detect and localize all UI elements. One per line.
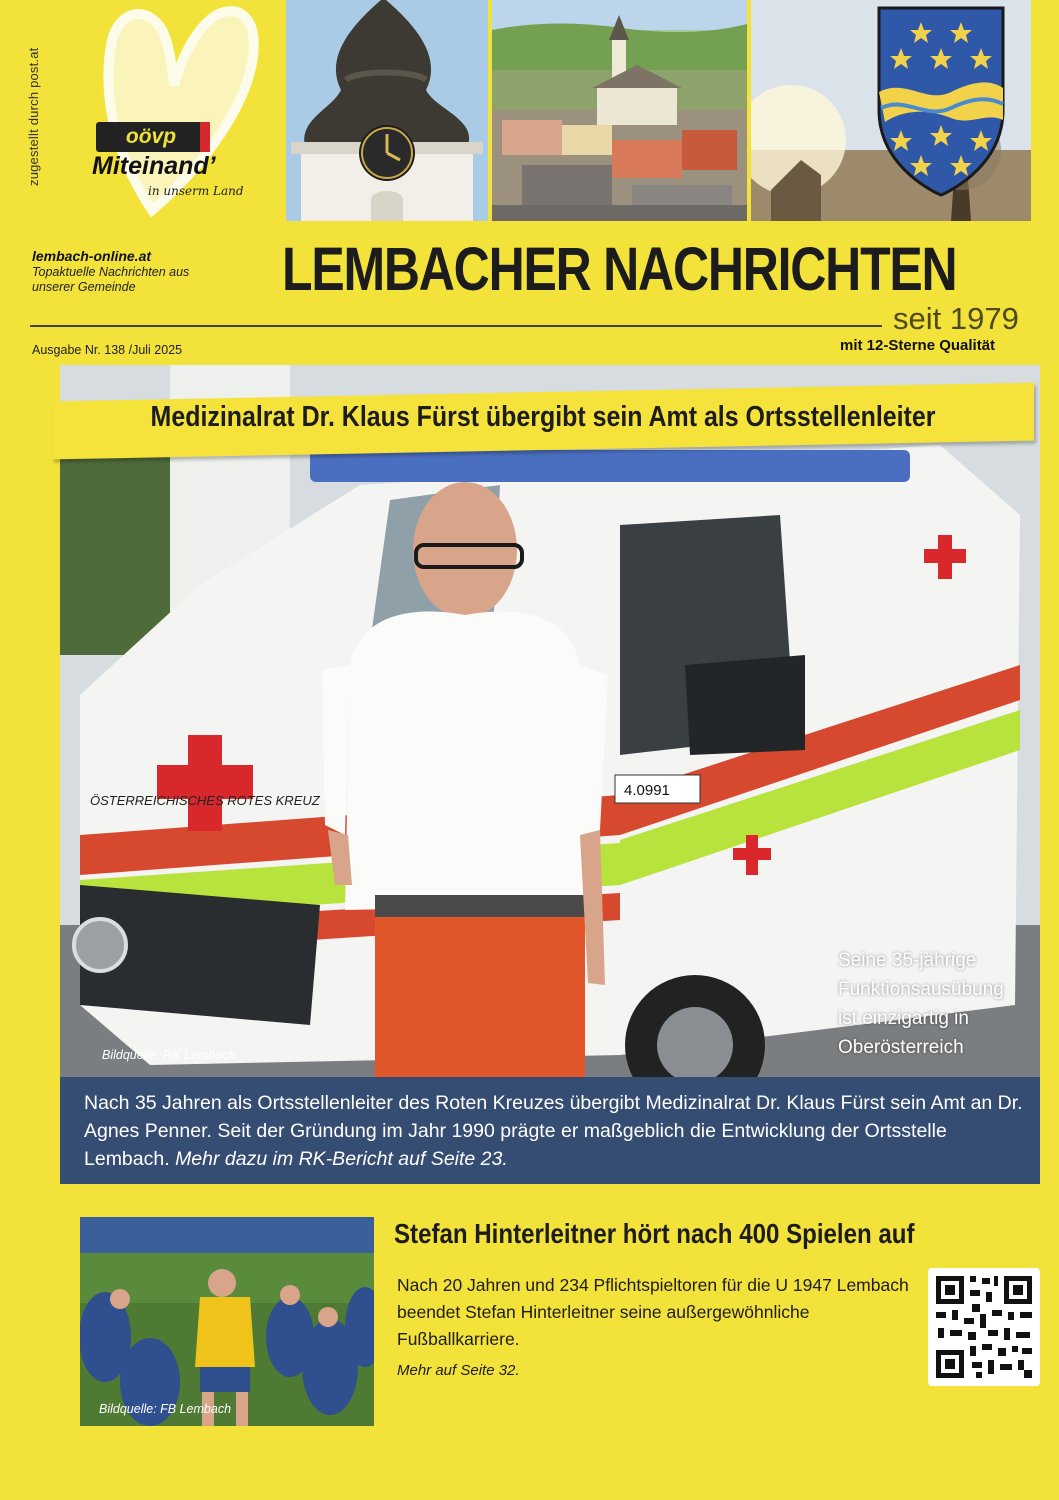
feature-lead [84,1089,1034,1173]
issue-number: Ausgabe Nr. 138 /Juli 2025 [32,343,183,357]
story2-read-more[interactable]: Mehr auf Seite 32. [397,1362,520,1379]
logo-badge-flag [200,122,210,152]
football-farewell-photo [80,1217,374,1426]
coat-of-arms-photo [751,0,1031,221]
feature-read-more[interactable]: Mehr dazu im RK-Bericht auf Seite 23. [175,1148,508,1170]
newspaper-title: LEMBACHER NACHRICHTEN [282,235,957,303]
vehicle-number: 4.0991 [624,782,670,799]
story2-body: Nach 20 Jahren und 234 Pflichtspieltoren für die U 1947 Lembach beendet Stefan Hinterleitner seine außergewöhnliche Fußballkarriere. [397,1275,909,1349]
story2-headline[interactable]: Stefan Hinterleitner hört nach 400 Spielen auf [394,1218,915,1249]
masthead-divider [30,325,882,327]
town-illustration [492,0,747,221]
church-tower-photo [286,0,488,221]
logo-badge: oövp [96,122,206,152]
site-tagline: Topaktuelle Nachrichten aus unserer Gemeinde [32,265,190,294]
since-label: seit 1979 [893,301,1019,336]
quality-label: mit 12-Sterne Qualität [840,337,996,354]
feature-headline[interactable]: Medizinalrat Dr. Klaus Fürst übergibt sein Amt als Ortsstellenleiter [150,401,936,433]
feature-lead-body: Nach 35 Jahren als Ortsstellenleiter des Roten Kreuzes übergibt Medizinalrat Dr. Klaus Fürst sein Amt an Dr. Agnes Penner. Seit der Gründung im Jahr 1990 prägte er maßgeblich die Entwicklung der Ortsstelle Lembach. [84,1092,1023,1170]
site-url[interactable]: lembach-online.at [32,248,152,264]
crest-illustration [751,0,1031,221]
story2-photo-credit: Bildquelle: FB Lembach [99,1402,232,1416]
logo-wordmark: Miteinand’ [92,152,216,180]
church-tower-illustration [286,0,488,221]
qr-code[interactable] [928,1268,1040,1386]
town-aerial-photo [492,0,747,221]
logo-tagline: in unserm Land [148,184,244,198]
feature-photo-caption: Seine 35-jährige Funktionsausübung ist einzigartig in Oberösterreich [838,950,1004,1058]
vehicle-lettering: ÖSTERREICHISCHES ROTES KREUZ [90,793,320,808]
party-logo [70,0,280,235]
feature-photo-credit: Bildquelle: RK Lembach [102,1048,236,1062]
qr-code-icon [928,1268,1040,1386]
postal-note: zugestellt durch post.at [26,47,41,187]
football-scene-illustration [80,1217,374,1426]
